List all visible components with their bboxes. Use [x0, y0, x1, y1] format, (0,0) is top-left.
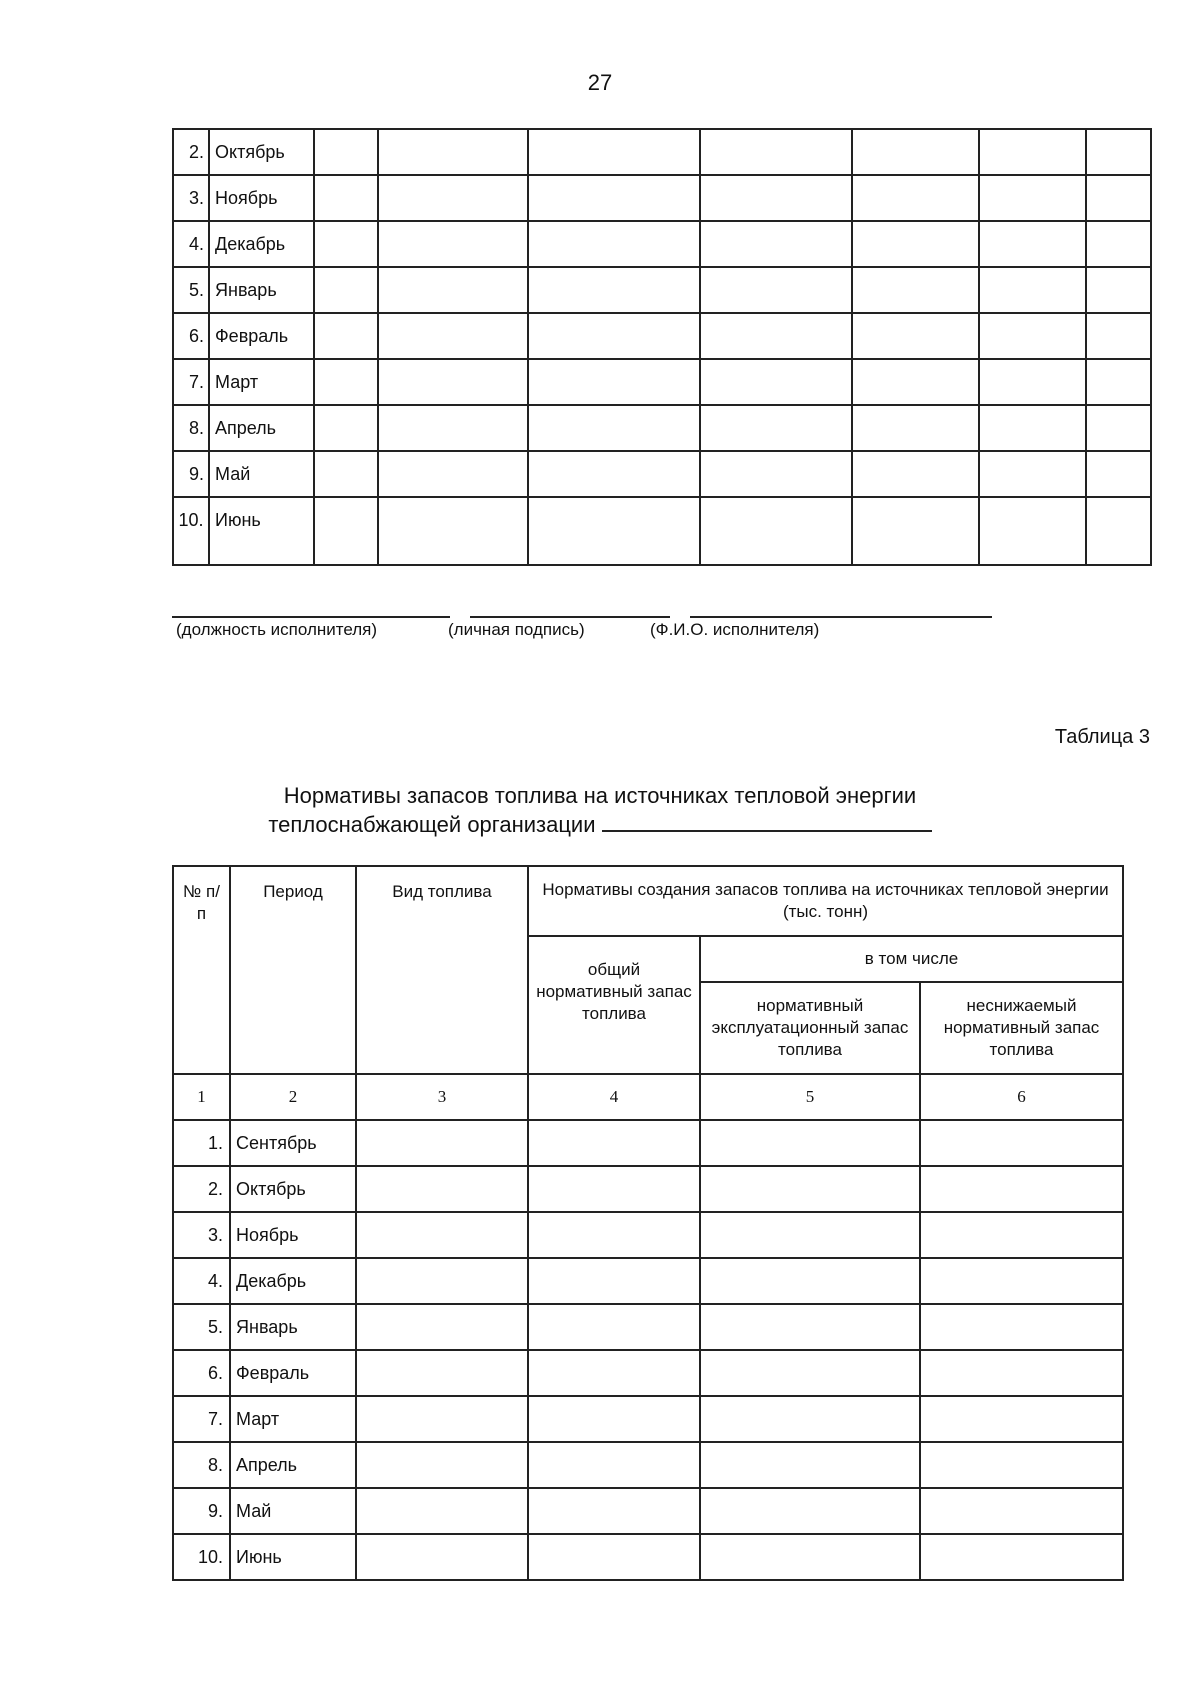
empty-cell[interactable]: [920, 1488, 1123, 1534]
signature-line: [470, 616, 670, 618]
title-line-2: [0, 810, 1200, 839]
row-number: 5.: [173, 1304, 230, 1350]
column-number: 3: [356, 1074, 528, 1120]
empty-cell[interactable]: [528, 221, 700, 267]
empty-cell[interactable]: [528, 1396, 700, 1442]
row-number: 2.: [173, 129, 209, 175]
table-row: [173, 1166, 1123, 1212]
empty-cell[interactable]: [528, 1258, 700, 1304]
empty-cell[interactable]: [700, 1488, 920, 1534]
empty-cell[interactable]: [920, 1304, 1123, 1350]
empty-cell[interactable]: [700, 1166, 920, 1212]
empty-cell[interactable]: [1086, 129, 1151, 175]
empty-cell[interactable]: [700, 451, 852, 497]
row-number: 6.: [173, 1350, 230, 1396]
table-row: [173, 129, 1151, 175]
empty-cell[interactable]: [920, 1534, 1123, 1580]
table-row: [173, 497, 1151, 565]
empty-cell[interactable]: [1086, 175, 1151, 221]
table-row: [173, 267, 1151, 313]
empty-cell[interactable]: [700, 1442, 920, 1488]
table-row: [173, 1488, 1123, 1534]
empty-cell[interactable]: [356, 1258, 528, 1304]
empty-cell[interactable]: [314, 129, 378, 175]
table-row: [173, 1120, 1123, 1166]
empty-cell[interactable]: [1086, 497, 1151, 565]
row-number: 9.: [173, 1488, 230, 1534]
empty-cell[interactable]: [528, 1212, 700, 1258]
empty-cell[interactable]: [920, 1212, 1123, 1258]
row-month: Февраль: [230, 1350, 356, 1396]
table-row: [173, 313, 1151, 359]
row-number: 9.: [173, 451, 209, 497]
empty-cell[interactable]: [1086, 451, 1151, 497]
signature-lines: [172, 616, 992, 618]
empty-cell[interactable]: [356, 1488, 528, 1534]
empty-cell[interactable]: [852, 359, 979, 405]
column-number: 6: [920, 1074, 1123, 1120]
empty-cell[interactable]: [528, 405, 700, 451]
empty-cell[interactable]: [979, 267, 1086, 313]
empty-cell[interactable]: [1086, 313, 1151, 359]
empty-cell[interactable]: [356, 1304, 528, 1350]
column-number: 1: [173, 1074, 230, 1120]
column-number: 4: [528, 1074, 700, 1120]
row-number: 10.: [173, 497, 209, 565]
fuel-reserves-table: [172, 865, 1124, 1581]
empty-cell[interactable]: [378, 129, 528, 175]
row-month: Май: [230, 1488, 356, 1534]
empty-cell[interactable]: [979, 221, 1086, 267]
row-month: Март: [230, 1396, 356, 1442]
empty-cell[interactable]: [378, 359, 528, 405]
table-row: [173, 359, 1151, 405]
empty-cell[interactable]: [1086, 221, 1151, 267]
empty-cell[interactable]: [700, 1212, 920, 1258]
empty-cell[interactable]: [700, 129, 852, 175]
row-month: Ноябрь: [209, 175, 314, 221]
empty-cell[interactable]: [528, 1304, 700, 1350]
empty-cell[interactable]: [700, 405, 852, 451]
empty-cell[interactable]: [528, 1166, 700, 1212]
row-month: Сентябрь: [230, 1120, 356, 1166]
row-number: 4.: [173, 221, 209, 267]
empty-cell[interactable]: [700, 1396, 920, 1442]
row-number: 1.: [173, 1120, 230, 1166]
monthly-table-continued: [172, 128, 1152, 566]
table-row: [173, 1442, 1123, 1488]
empty-cell[interactable]: [920, 1442, 1123, 1488]
empty-cell[interactable]: [700, 1534, 920, 1580]
empty-cell[interactable]: [700, 497, 852, 565]
empty-cell[interactable]: [528, 267, 700, 313]
header-num: № п/п: [173, 866, 230, 1074]
empty-cell[interactable]: [700, 1258, 920, 1304]
empty-cell[interactable]: [356, 1396, 528, 1442]
empty-cell[interactable]: [378, 313, 528, 359]
header-operational-reserve: нормативный эксплуатационный запас топлива: [700, 982, 920, 1074]
empty-cell[interactable]: [356, 1442, 528, 1488]
table-row: [173, 1212, 1123, 1258]
empty-cell[interactable]: [700, 175, 852, 221]
empty-cell[interactable]: [979, 359, 1086, 405]
empty-cell[interactable]: [700, 1304, 920, 1350]
row-month: Декабрь: [209, 221, 314, 267]
empty-cell[interactable]: [356, 1166, 528, 1212]
row-month: Ноябрь: [230, 1212, 356, 1258]
empty-cell[interactable]: [1086, 405, 1151, 451]
row-month: Май: [209, 451, 314, 497]
empty-cell[interactable]: [1086, 267, 1151, 313]
empty-cell[interactable]: [979, 405, 1086, 451]
empty-cell[interactable]: [378, 221, 528, 267]
empty-cell[interactable]: [920, 1120, 1123, 1166]
empty-cell[interactable]: [979, 497, 1086, 565]
empty-cell[interactable]: [314, 359, 378, 405]
row-month: Январь: [230, 1304, 356, 1350]
empty-cell[interactable]: [314, 313, 378, 359]
empty-cell[interactable]: [700, 221, 852, 267]
table-row: [173, 175, 1151, 221]
empty-cell[interactable]: [378, 451, 528, 497]
table-row: [173, 1350, 1123, 1396]
table-row: [173, 1396, 1123, 1442]
header-total-reserve: общий нормативный запас топлива: [528, 936, 700, 1074]
organization-blank: [602, 810, 932, 832]
row-number: 2.: [173, 1166, 230, 1212]
empty-cell[interactable]: [979, 175, 1086, 221]
empty-cell[interactable]: [852, 175, 979, 221]
row-number: 7.: [173, 359, 209, 405]
empty-cell[interactable]: [356, 1350, 528, 1396]
row-month: Декабрь: [230, 1258, 356, 1304]
name-line: [690, 616, 992, 618]
row-month: Март: [209, 359, 314, 405]
row-number: 8.: [173, 1442, 230, 1488]
empty-cell[interactable]: [378, 175, 528, 221]
table-label: Таблица 3: [1054, 726, 1150, 748]
row-month: Февраль: [209, 313, 314, 359]
empty-cell[interactable]: [356, 1212, 528, 1258]
row-month: Апрель: [209, 405, 314, 451]
empty-cell[interactable]: [700, 1120, 920, 1166]
empty-cell[interactable]: [356, 1120, 528, 1166]
page-number: 27: [587, 70, 613, 95]
empty-cell[interactable]: [979, 313, 1086, 359]
empty-cell[interactable]: [852, 129, 979, 175]
empty-cell[interactable]: [920, 1166, 1123, 1212]
empty-cell[interactable]: [852, 221, 979, 267]
empty-cell[interactable]: [528, 451, 700, 497]
empty-cell[interactable]: [528, 1488, 700, 1534]
row-month: Апрель: [230, 1442, 356, 1488]
header-period: Период: [230, 866, 356, 1074]
column-number: 5: [700, 1074, 920, 1120]
position-line: [172, 616, 450, 618]
empty-cell[interactable]: [314, 221, 378, 267]
empty-cell[interactable]: [920, 1258, 1123, 1304]
row-number: 10.: [173, 1534, 230, 1580]
empty-cell[interactable]: [979, 129, 1086, 175]
empty-cell[interactable]: [528, 175, 700, 221]
table-row: [173, 1534, 1123, 1580]
table-title: [0, 782, 1200, 839]
empty-cell[interactable]: [700, 267, 852, 313]
empty-cell[interactable]: [852, 497, 979, 565]
header-including: в том числе: [700, 936, 1123, 982]
empty-cell[interactable]: [852, 313, 979, 359]
title-line-2-text: теплоснабжающей организации: [268, 812, 596, 837]
empty-cell[interactable]: [920, 1396, 1123, 1442]
empty-cell[interactable]: [378, 267, 528, 313]
empty-cell[interactable]: [528, 129, 700, 175]
table-row: [173, 221, 1151, 267]
empty-cell[interactable]: [528, 497, 700, 565]
position-label: (должность исполнителя): [176, 620, 378, 639]
header-fuel-type: Вид топлива: [356, 866, 528, 1074]
row-month: Июнь: [230, 1534, 356, 1580]
empty-cell[interactable]: [920, 1350, 1123, 1396]
empty-cell[interactable]: [314, 451, 378, 497]
empty-cell[interactable]: [314, 405, 378, 451]
empty-cell[interactable]: [852, 267, 979, 313]
empty-cell[interactable]: [314, 175, 378, 221]
header-irreducible-reserve: неснижаемый нормативный запас топлива: [920, 982, 1123, 1074]
row-number: 4.: [173, 1258, 230, 1304]
empty-cell[interactable]: [1086, 359, 1151, 405]
empty-cell[interactable]: [314, 497, 378, 565]
empty-cell[interactable]: [528, 1120, 700, 1166]
signature-label: (личная подпись): [448, 620, 585, 639]
column-numbers-row: [173, 1074, 1123, 1120]
name-label: (Ф.И.О. исполнителя): [650, 620, 820, 639]
empty-cell[interactable]: [528, 1442, 700, 1488]
row-number: 6.: [173, 313, 209, 359]
row-month: Июнь: [209, 497, 314, 565]
header-norms: Нормативы создания запасов топлива на источниках тепловой энергии (тыс. тонн): [528, 866, 1123, 936]
empty-cell[interactable]: [700, 359, 852, 405]
row-month: Январь: [209, 267, 314, 313]
empty-cell[interactable]: [528, 313, 700, 359]
title-line-1: Нормативы запасов топлива на источниках тепловой энергии: [283, 783, 917, 808]
table-row: [173, 405, 1151, 451]
empty-cell[interactable]: [528, 1350, 700, 1396]
row-number: 8.: [173, 405, 209, 451]
empty-cell[interactable]: [528, 1534, 700, 1580]
column-number: 2: [230, 1074, 356, 1120]
empty-cell[interactable]: [852, 451, 979, 497]
empty-cell[interactable]: [979, 451, 1086, 497]
empty-cell[interactable]: [700, 1350, 920, 1396]
row-number: 5.: [173, 267, 209, 313]
empty-cell[interactable]: [314, 267, 378, 313]
empty-cell[interactable]: [356, 1534, 528, 1580]
empty-cell[interactable]: [528, 359, 700, 405]
empty-cell[interactable]: [378, 405, 528, 451]
row-number: 3.: [173, 175, 209, 221]
row-month: Октябрь: [209, 129, 314, 175]
empty-cell[interactable]: [378, 497, 528, 565]
table-row: [173, 451, 1151, 497]
table-row: [173, 1304, 1123, 1350]
empty-cell[interactable]: [700, 313, 852, 359]
table-row: [173, 1258, 1123, 1304]
empty-cell[interactable]: [852, 405, 979, 451]
row-number: 3.: [173, 1212, 230, 1258]
row-number: 7.: [173, 1396, 230, 1442]
row-month: Октябрь: [230, 1166, 356, 1212]
